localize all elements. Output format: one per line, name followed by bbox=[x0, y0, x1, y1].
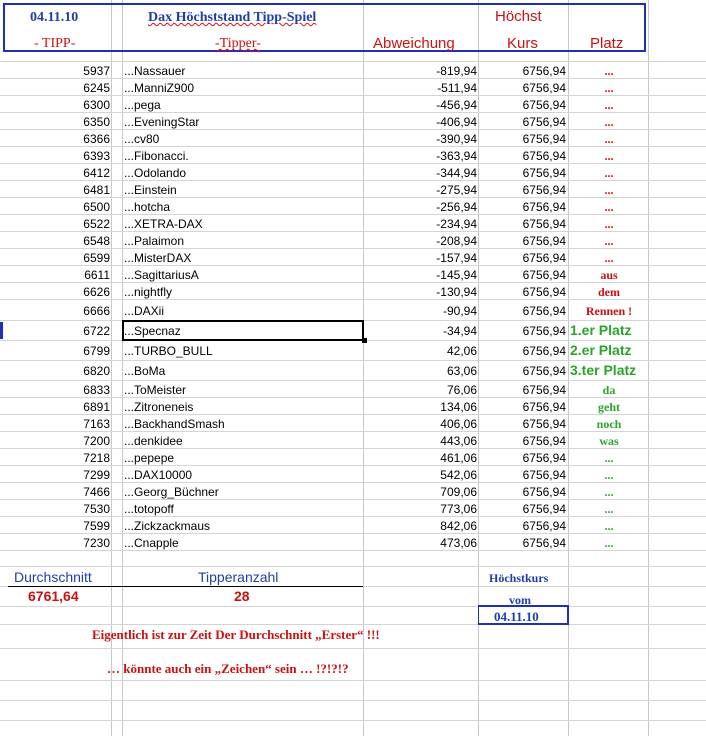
abweichung-cell: 443,06 bbox=[440, 434, 477, 448]
abweichung-cell: 63,06 bbox=[446, 364, 477, 378]
platz-cell: da bbox=[602, 383, 616, 397]
tipp-cell: 6626 bbox=[83, 285, 110, 299]
header-platz: Platz bbox=[590, 35, 624, 52]
kurs-cell: 6756,94 bbox=[522, 536, 566, 550]
kurs-cell: 6756,94 bbox=[522, 304, 566, 318]
kurs-cell: 6756,94 bbox=[522, 200, 566, 214]
row-divider bbox=[0, 95, 706, 96]
tipper-name-cell: ...Palaimon bbox=[124, 234, 185, 248]
tipp-cell: 5937 bbox=[83, 64, 110, 78]
kurs-cell: 6756,94 bbox=[522, 98, 566, 112]
row-divider bbox=[0, 214, 706, 215]
platz-cell: 1.er Platz bbox=[570, 322, 632, 338]
row-divider bbox=[0, 282, 706, 283]
row-divider bbox=[0, 533, 706, 534]
hoechstkurs-label: Höchstkurs bbox=[489, 571, 549, 585]
kurs-cell: 6756,94 bbox=[522, 251, 566, 265]
kurs-cell: 6756,94 bbox=[522, 132, 566, 146]
row-divider bbox=[0, 265, 706, 266]
kurs-cell: 6756,94 bbox=[522, 344, 566, 358]
tipper-name-cell: ...DAX10000 bbox=[124, 468, 193, 482]
row-divider bbox=[0, 566, 706, 567]
abweichung-cell: -157,94 bbox=[436, 251, 477, 265]
tipper-name-cell: ...Fibonacci. bbox=[124, 149, 189, 163]
kurs-cell: 6756,94 bbox=[522, 183, 566, 197]
abweichung-cell: -256,94 bbox=[436, 200, 477, 214]
row-divider bbox=[0, 680, 706, 681]
tipperanzahl-value: 28 bbox=[234, 588, 250, 604]
tipp-cell: 6481 bbox=[83, 183, 110, 197]
header-kurs: Kurs bbox=[507, 35, 538, 52]
abweichung-cell: 461,06 bbox=[440, 451, 477, 465]
kurs-cell: 6756,94 bbox=[522, 234, 566, 248]
abweichung-cell: 42,06 bbox=[446, 344, 477, 358]
row-divider bbox=[0, 700, 706, 701]
abweichung-cell: -363,94 bbox=[436, 149, 477, 163]
row-divider bbox=[0, 129, 706, 130]
abweichung-cell: -130,94 bbox=[436, 285, 477, 299]
tipp-cell: 6500 bbox=[83, 200, 110, 214]
platz-cell: dem bbox=[598, 285, 620, 299]
tipp-cell: 6891 bbox=[83, 400, 110, 414]
row-divider bbox=[0, 248, 706, 249]
tipper-name-cell: ...nightfly bbox=[124, 285, 173, 299]
abweichung-cell: 842,06 bbox=[440, 519, 477, 533]
kurs-cell: 6756,94 bbox=[522, 434, 566, 448]
row-divider bbox=[0, 606, 706, 607]
row-divider bbox=[0, 146, 706, 147]
tipp-cell: 7530 bbox=[83, 502, 110, 516]
row-divider bbox=[0, 720, 706, 721]
abweichung-cell: -819,94 bbox=[436, 64, 477, 78]
abweichung-cell: -234,94 bbox=[436, 217, 477, 231]
abweichung-cell: 473,06 bbox=[440, 536, 477, 550]
platz-cell: ... bbox=[604, 115, 614, 129]
platz-cell: ... bbox=[604, 485, 614, 499]
platz-cell: ... bbox=[604, 183, 614, 197]
tipper-name-cell: ...EveningStar bbox=[124, 115, 200, 129]
abweichung-cell: 709,06 bbox=[440, 485, 477, 499]
kurs-cell: 6756,94 bbox=[522, 285, 566, 299]
header-tipper-text: -Tipper- bbox=[215, 36, 261, 51]
tipper-name-cell: ...hotcha bbox=[124, 200, 171, 214]
col-divider bbox=[122, 0, 123, 736]
tipp-cell: 6799 bbox=[83, 344, 110, 358]
row-divider bbox=[0, 231, 706, 232]
tipp-cell: 6300 bbox=[83, 98, 110, 112]
platz-cell: 3.ter Platz bbox=[570, 362, 637, 378]
vom-label: vom bbox=[509, 593, 531, 607]
kurs-cell: 6756,94 bbox=[522, 64, 566, 78]
tipper-name-cell: ...pega bbox=[124, 98, 161, 112]
tipp-cell: 6666 bbox=[83, 304, 110, 318]
tipper-name-cell: ...pepepe bbox=[124, 451, 175, 465]
abweichung-cell: -275,94 bbox=[436, 183, 477, 197]
platz-cell: was bbox=[599, 434, 619, 448]
col-divider bbox=[363, 0, 364, 736]
platz-cell: ... bbox=[604, 166, 614, 180]
tipper-name-cell: ...BoMa bbox=[124, 364, 166, 378]
abweichung-cell: -390,94 bbox=[436, 132, 477, 146]
footer-underline bbox=[8, 586, 363, 587]
tipper-name-cell: ...Zitroneneis bbox=[124, 400, 194, 414]
kurs-cell: 6756,94 bbox=[522, 485, 566, 499]
kurs-cell: 6756,94 bbox=[522, 417, 566, 431]
platz-cell: ... bbox=[604, 98, 614, 112]
abweichung-cell: 773,06 bbox=[440, 502, 477, 516]
note-line-2: … könnte auch ein „Zeichen“ sein … !?!?!? bbox=[107, 661, 349, 676]
row-divider bbox=[0, 197, 706, 198]
col-divider bbox=[478, 0, 479, 736]
tipper-name-cell: ...Nassauer bbox=[124, 64, 186, 78]
fill-handle[interactable] bbox=[362, 338, 367, 343]
tipper-name-cell: ...cv80 bbox=[124, 132, 160, 146]
platz-cell: ... bbox=[604, 64, 614, 78]
durchschnitt-value: 6761,64 bbox=[28, 588, 79, 604]
col-divider bbox=[111, 0, 112, 736]
tipper-name-cell: ...BackhandSmash bbox=[124, 417, 225, 431]
tipper-name-cell: ...TURBO_BULL bbox=[124, 344, 213, 358]
vom-date: 04.11.10 bbox=[494, 609, 539, 624]
kurs-cell: 6756,94 bbox=[522, 115, 566, 129]
platz-cell: ... bbox=[604, 217, 614, 231]
tipper-name-cell: ...Einstein bbox=[124, 183, 177, 197]
row-divider bbox=[0, 465, 706, 466]
platz-cell: ... bbox=[604, 451, 614, 465]
row-divider bbox=[0, 163, 706, 164]
abweichung-cell: -344,94 bbox=[436, 166, 477, 180]
row-divider bbox=[0, 78, 706, 79]
tipper-name-cell: ...XETRA-DAX bbox=[124, 217, 203, 231]
tipp-cell: 6350 bbox=[83, 115, 110, 129]
kurs-cell: 6756,94 bbox=[522, 451, 566, 465]
row-divider bbox=[0, 516, 706, 517]
platz-cell: ... bbox=[604, 536, 614, 550]
tipp-cell: 6599 bbox=[83, 251, 110, 265]
row-divider bbox=[0, 448, 706, 449]
tipp-cell: 7599 bbox=[83, 519, 110, 533]
tipp-cell: 6722 bbox=[83, 324, 110, 338]
tipper-name-cell: ...Cnapple bbox=[124, 536, 179, 550]
abweichung-cell: -90,94 bbox=[442, 304, 477, 318]
kurs-cell: 6756,94 bbox=[522, 383, 566, 397]
header-date: 04.11.10 bbox=[30, 10, 79, 25]
header-frame bbox=[3, 3, 646, 52]
platz-cell: ... bbox=[604, 200, 614, 214]
abweichung-cell: -34,94 bbox=[442, 324, 477, 338]
platz-cell: ... bbox=[604, 149, 614, 163]
platz-cell: ... bbox=[604, 234, 614, 248]
abweichung-cell: -511,94 bbox=[437, 81, 477, 95]
row-divider bbox=[0, 624, 706, 625]
header-hoechst: Höchst bbox=[495, 8, 542, 25]
platz-cell: noch bbox=[596, 417, 622, 431]
tipp-cell: 6245 bbox=[83, 81, 110, 95]
header-tipp: - TIPP- bbox=[34, 36, 76, 51]
abweichung-cell: -208,94 bbox=[436, 234, 477, 248]
tipp-cell: 6833 bbox=[83, 383, 110, 397]
kurs-cell: 6756,94 bbox=[522, 468, 566, 482]
platz-cell: ... bbox=[604, 132, 614, 146]
tipp-cell: 6412 bbox=[83, 166, 110, 180]
row-select-indicator bbox=[0, 322, 3, 339]
tipper-name-cell: ...Odolando bbox=[124, 166, 187, 180]
kurs-cell: 6756,94 bbox=[522, 217, 566, 231]
row-divider bbox=[0, 180, 706, 181]
abweichung-cell: -456,94 bbox=[436, 98, 477, 112]
row-divider bbox=[0, 112, 706, 113]
durchschnitt-label: Durchschnitt bbox=[14, 569, 92, 585]
tipper-name-cell: ...Specnaz bbox=[124, 324, 181, 338]
note-line-1: Eigentlich ist zur Zeit Der Durchschnitt „Erster“ !!! bbox=[92, 627, 380, 642]
kurs-cell: 6756,94 bbox=[522, 81, 566, 95]
tipp-cell: 7163 bbox=[83, 417, 110, 431]
abweichung-cell: -406,94 bbox=[436, 115, 477, 129]
tipper-name-cell: ...Zickzackmaus bbox=[124, 519, 211, 533]
kurs-cell: 6756,94 bbox=[522, 400, 566, 414]
tipp-cell: 6522 bbox=[83, 217, 110, 231]
row-divider bbox=[0, 550, 706, 551]
tipp-cell: 6820 bbox=[83, 364, 110, 378]
kurs-cell: 6756,94 bbox=[522, 519, 566, 533]
tipp-cell: 6366 bbox=[83, 132, 110, 146]
tipper-name-cell: ...ToMeister bbox=[124, 383, 187, 397]
tipp-cell: 7230 bbox=[83, 536, 110, 550]
tipper-name-cell: ...SagittariusA bbox=[124, 268, 199, 282]
platz-cell: ... bbox=[604, 519, 614, 533]
kurs-cell: 6756,94 bbox=[522, 149, 566, 163]
kurs-cell: 6756,94 bbox=[522, 364, 566, 378]
platz-cell: aus bbox=[600, 268, 618, 282]
abweichung-cell: 76,06 bbox=[446, 383, 477, 397]
platz-cell: ... bbox=[604, 251, 614, 265]
row-divider bbox=[0, 414, 706, 415]
header-title bbox=[148, 11, 316, 25]
tipp-cell: 7200 bbox=[83, 434, 110, 448]
row-divider bbox=[0, 61, 706, 62]
platz-cell: Rennen ! bbox=[585, 304, 633, 318]
kurs-cell: 6756,94 bbox=[522, 502, 566, 516]
tipp-cell: 6548 bbox=[83, 234, 110, 248]
row-divider bbox=[0, 397, 706, 398]
kurs-cell: 6756,94 bbox=[522, 268, 566, 282]
tipper-name-cell: ...totopoff bbox=[124, 502, 174, 516]
header-tipper bbox=[215, 37, 261, 51]
kurs-cell: 6756,94 bbox=[522, 166, 566, 180]
tipp-cell: 7218 bbox=[83, 451, 110, 465]
active-cell-selection[interactable] bbox=[122, 320, 364, 341]
row-divider bbox=[0, 482, 706, 483]
row-divider bbox=[0, 380, 706, 381]
row-divider bbox=[0, 499, 706, 500]
tipperanzahl-label: Tipperanzahl bbox=[198, 569, 279, 585]
tipper-name-cell: ...ManniZ900 bbox=[124, 81, 195, 95]
tipp-cell: 6393 bbox=[83, 149, 110, 163]
abweichung-cell: 542,06 bbox=[440, 468, 477, 482]
tipper-name-cell: ...DAXii bbox=[124, 304, 165, 318]
tipp-cell: 7466 bbox=[83, 485, 110, 499]
tipper-name-cell: ...denkidee bbox=[124, 434, 183, 448]
platz-cell: ... bbox=[604, 502, 614, 516]
tipper-name-cell: ...MisterDAX bbox=[124, 251, 192, 265]
kurs-cell: 6756,94 bbox=[522, 324, 566, 338]
abweichung-cell: 406,06 bbox=[440, 417, 477, 431]
row-divider bbox=[0, 431, 706, 432]
abweichung-cell: 134,06 bbox=[440, 400, 477, 414]
tipp-cell: 7299 bbox=[83, 468, 110, 482]
tipper-name-cell: ...Georg_Büchner bbox=[124, 485, 219, 499]
platz-cell: ... bbox=[604, 468, 614, 482]
header-title-text: Dax Höchststand Tipp-Spiel bbox=[148, 10, 317, 25]
abweichung-cell: -145,94 bbox=[436, 268, 477, 282]
tipp-cell: 6611 bbox=[84, 268, 110, 282]
platz-cell: geht bbox=[598, 400, 620, 414]
header-abweichung: Abweichung bbox=[373, 35, 455, 52]
platz-cell: 2.er Platz bbox=[570, 342, 632, 358]
platz-cell: ... bbox=[604, 81, 614, 95]
row-divider bbox=[0, 648, 706, 649]
row-divider bbox=[0, 299, 706, 300]
